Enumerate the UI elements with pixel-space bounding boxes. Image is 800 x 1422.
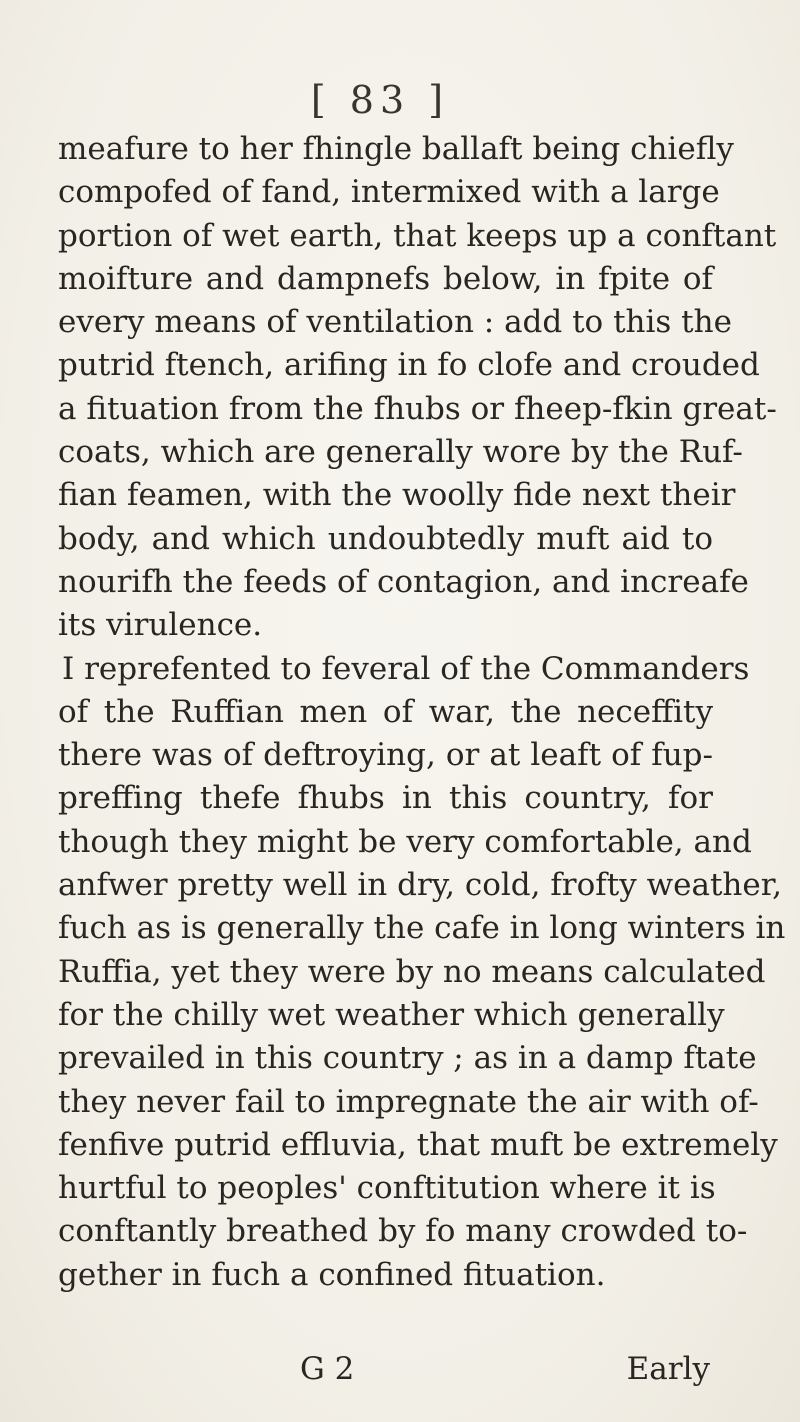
text-line: every means of ventilation : add to this the: [58, 304, 732, 341]
text-line: body, and which undoubtedly muft aid to: [58, 520, 713, 557]
text-line: a fituation from the fhubs or fheep-fkin great-: [58, 390, 777, 427]
text-line: prevailed in this country ; as in a damp ftate: [58, 1040, 757, 1077]
text-line: compofed of fand, intermixed with a large: [58, 174, 720, 211]
text-line: I reprefented to feveral of the Commanders: [62, 650, 750, 687]
text-line: portion of wet earth, that keeps up a conftant: [58, 217, 777, 254]
text-line: preffing thefe fhubs in this country, for: [58, 780, 713, 817]
body-text: [58, 128, 786, 1297]
text-line: conftantly breathed by fo many crowded to-: [58, 1213, 748, 1250]
text-line: though they might be very comfortable, and: [58, 823, 752, 860]
page-number: [ 83 ]: [310, 78, 450, 122]
text-line: of the Ruffian men of war, the neceffity: [58, 693, 713, 730]
text-line: there was of deftroying, or at leaft of fup-: [58, 737, 713, 774]
text-line: Ruffia, yet they were by no means calculated: [58, 953, 766, 990]
text-line: anfwer pretty well in dry, cold, frofty weather,: [58, 867, 782, 904]
text-line: fuch as is generally the cafe in long winters in: [58, 910, 786, 947]
text-line: moifture and dampnefs below, in fpite of: [58, 260, 713, 297]
text-line: they never fail to impregnate the air with of-: [58, 1083, 759, 1120]
signature-mark: G 2: [300, 1351, 355, 1387]
text-line: meafure to her fhingle ballaft being chiefly: [58, 131, 734, 167]
text-line: gether in fuch a confined fituation.: [58, 1256, 606, 1293]
text-line: fenfive putrid effluvia, that muft be extremely: [58, 1126, 778, 1163]
text-line: nourifh the feeds of contagion, and increafe: [58, 563, 749, 600]
catchword: Early: [626, 1351, 710, 1387]
text-line: fian feamen, with the woolly fide next their: [58, 477, 736, 514]
text-line: hurtful to peoples' conftitution where it is: [58, 1170, 716, 1207]
text-line: for the chilly wet weather which generally: [58, 996, 725, 1033]
text-line: its virulence.: [58, 607, 263, 644]
text-line: putrid ftench, arifing in fo clofe and crouded: [58, 347, 760, 384]
text-line: coats, which are generally wore by the Ruf-: [58, 434, 743, 471]
